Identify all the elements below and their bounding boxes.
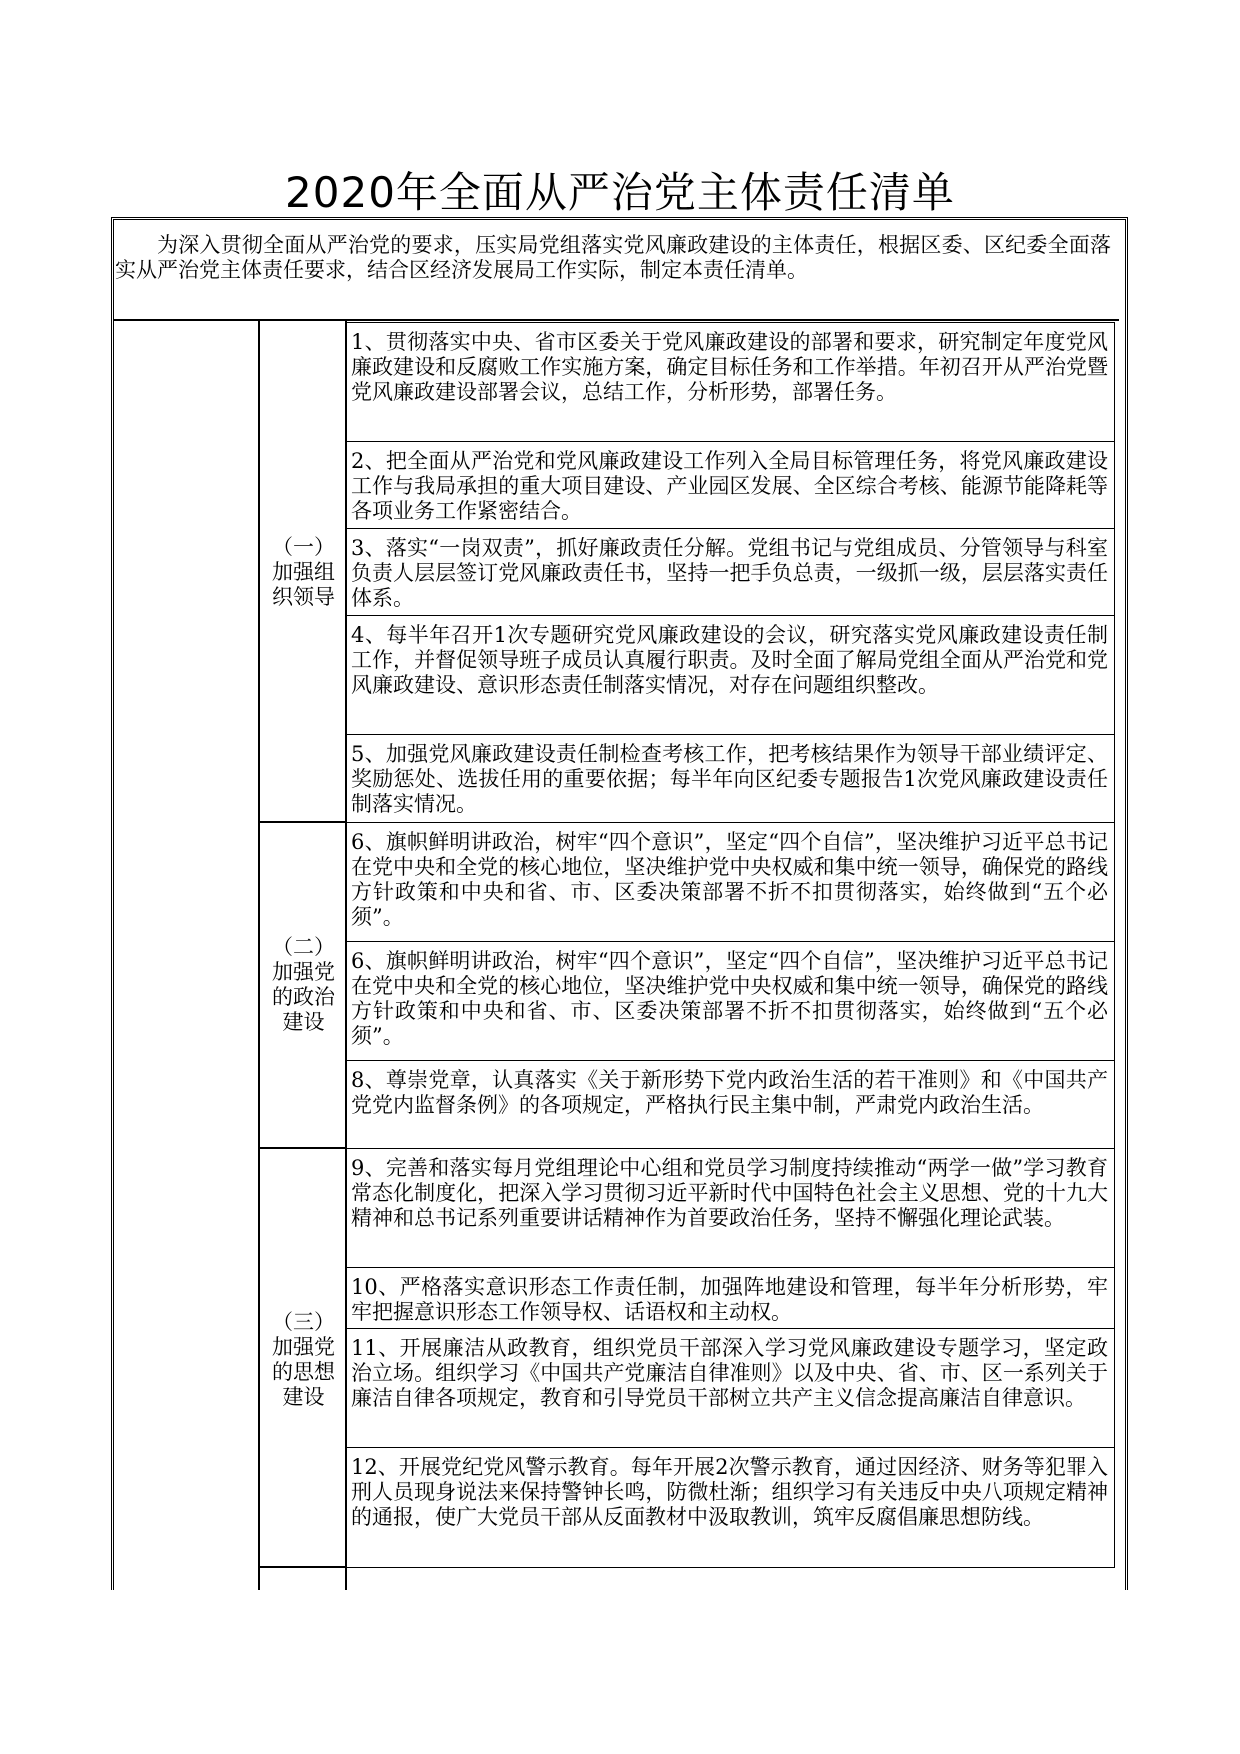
item-row bbox=[346, 734, 1115, 823]
item-row bbox=[346, 441, 1115, 529]
item-text: 6、旗帜鲜明讲政治，树牢“四个意识”，坚定“四个自信”，坚决维护习近平总书记在党中央和全党的核心地位，坚决维护党中央权威和集中统一领导，确保党的路线方针政策和中央和省、市、区委决策部署不折不扣贯彻落实，始终做到“五个必须”。 bbox=[351, 830, 1108, 929]
item-text: 5、加强党风廉政建设责任制检查考核工作，把考核结果作为领导干部业绩评定、奖励惩处、选拔任用的重要依据；每半年向区纪委专题报告1次党风廉政建设责任制落实情况。 bbox=[351, 742, 1108, 816]
item-row bbox=[346, 1267, 1115, 1329]
item-text: 2、把全面从严治党和党风廉政建设工作列入全局目标管理任务，将党风廉政建设工作与我局承担的重大项目建设、产业园区发展、全区综合考核、能源节能降耗等各项业务工作紧密结合。 bbox=[351, 449, 1108, 523]
item-text: 6、旗帜鲜明讲政治，树牢“四个意识”，坚定“四个自信”，坚决维护习近平总书记在党中央和全党的核心地位，坚决维护党中央权威和集中统一领导，确保党的路线方针政策和中央和省、市、区委决策部署不折不扣贯彻落实，始终做到“五个必须”。 bbox=[351, 949, 1108, 1048]
intro-paragraph: 为深入贯彻全面从严治党的要求，压实局党组落实党风廉政建设的主体责任，根据区委、区纪委全面落实从严治党主体责任要求，结合区经济发展局工作实际，制定本责任清单。 bbox=[114, 220, 1119, 321]
item-row bbox=[346, 528, 1115, 616]
item-text: 12、开展党纪党风警示教育。每年开展2次警示教育，通过因经济、财务等犯罪入刑人员现身说法来保持警钟长鸣，防微杜渐；组织学习有关违反中央八项规定精神的通报，使广大党员干部从反面教材中汲取教训，筑牢反腐倡廉思想防线。 bbox=[351, 1455, 1108, 1529]
section-1-label-line2: 加强组 bbox=[272, 560, 335, 584]
item-row bbox=[346, 1328, 1115, 1448]
item-text: 8、尊崇党章，认真落实《关于新形势下党内政治生活的若干准则》和《中国共产党党内监督条例》的各项规定，严格执行民主集中制，严肃党内政治生活。 bbox=[351, 1068, 1108, 1117]
section-2-label-line3: 的政治 bbox=[272, 985, 335, 1009]
item-row bbox=[346, 322, 1115, 442]
section-3-label-line2: 加强党 bbox=[272, 1335, 335, 1359]
item-row bbox=[346, 822, 1115, 942]
section-2-label-line1: （二） bbox=[272, 935, 335, 959]
item-text: 3、落实“一岗双责”，抓好廉政责任分解。党组书记与党组成员、分管领导与科室负责人层层签订党风廉政责任书，坚持一把手负总责，一级抓一级，层层落实责任体系。 bbox=[351, 536, 1108, 610]
item-text: 1、贯彻落实中央、省市区委关于党风廉政建设的部署和要求，研究制定年度党风廉政建设和反腐败工作实施方案，确定目标任务和工作举措。年初召开从严治党暨党风廉政建设部署会议，总结工作，分析形势，部署任务。 bbox=[351, 330, 1108, 404]
item-text: 4、每半年召开1次专题研究党风廉政建设的会议，研究落实党风廉政建设责任制工作，并督促领导班子成员认真履行职责。及时全面了解局党组全面从严治党和党风廉政建设、意识形态责任制落实情况，对存在问题组织整改。 bbox=[351, 623, 1108, 697]
section-1-label-line1: （一） bbox=[272, 535, 335, 559]
section-3-label bbox=[259, 1310, 348, 1410]
section-1-label-line3: 织领导 bbox=[272, 585, 335, 609]
section-divider bbox=[258, 1147, 346, 1149]
item-row bbox=[346, 1060, 1115, 1149]
item-row bbox=[346, 615, 1115, 735]
section-divider bbox=[258, 821, 346, 823]
section-2-label-line2: 加强党 bbox=[272, 960, 335, 984]
item-row bbox=[346, 941, 1115, 1061]
item-row bbox=[346, 1447, 1115, 1568]
section-divider bbox=[258, 1566, 346, 1568]
section-3-label-line4: 建设 bbox=[282, 1385, 325, 1409]
section-2-label bbox=[259, 935, 348, 1035]
responsibility-table bbox=[111, 217, 1128, 1590]
item-text: 11、开展廉洁从政教育，组织党员干部深入学习党风廉政建设专题学习，坚定政治立场。组织学习《中国共产党廉洁自律准则》以及中央、省、市、区一系列关于廉洁自律各项规定，教育和引导党员干部树立共产主义信念提高廉洁自律意识。 bbox=[351, 1336, 1108, 1410]
item-text: 9、完善和落实每月党组理论中心组和党员学习制度持续推动“两学一做”学习教育常态化制度化，把深入学习贯彻习近平新时代中国特色社会主义思想、党的十九大精神和总书记系列重要讲话精神作为首要政治任务，坚持不懈强化理论武装。 bbox=[351, 1156, 1108, 1230]
section-2-label-line4: 建设 bbox=[282, 1010, 325, 1034]
page-title: 2020年全面从严治党主体责任清单 bbox=[285, 168, 955, 217]
item-row bbox=[346, 1148, 1115, 1268]
section-3-label-line1: （三） bbox=[272, 1310, 335, 1334]
section-3-label-line3: 的思想 bbox=[272, 1360, 335, 1384]
section-1-label bbox=[259, 535, 348, 610]
item-text: 10、严格落实意识形态工作责任制，加强阵地建设和管理，每半年分析形势，牢牢把握意识形态工作领导权、话语权和主动权。 bbox=[351, 1275, 1108, 1324]
